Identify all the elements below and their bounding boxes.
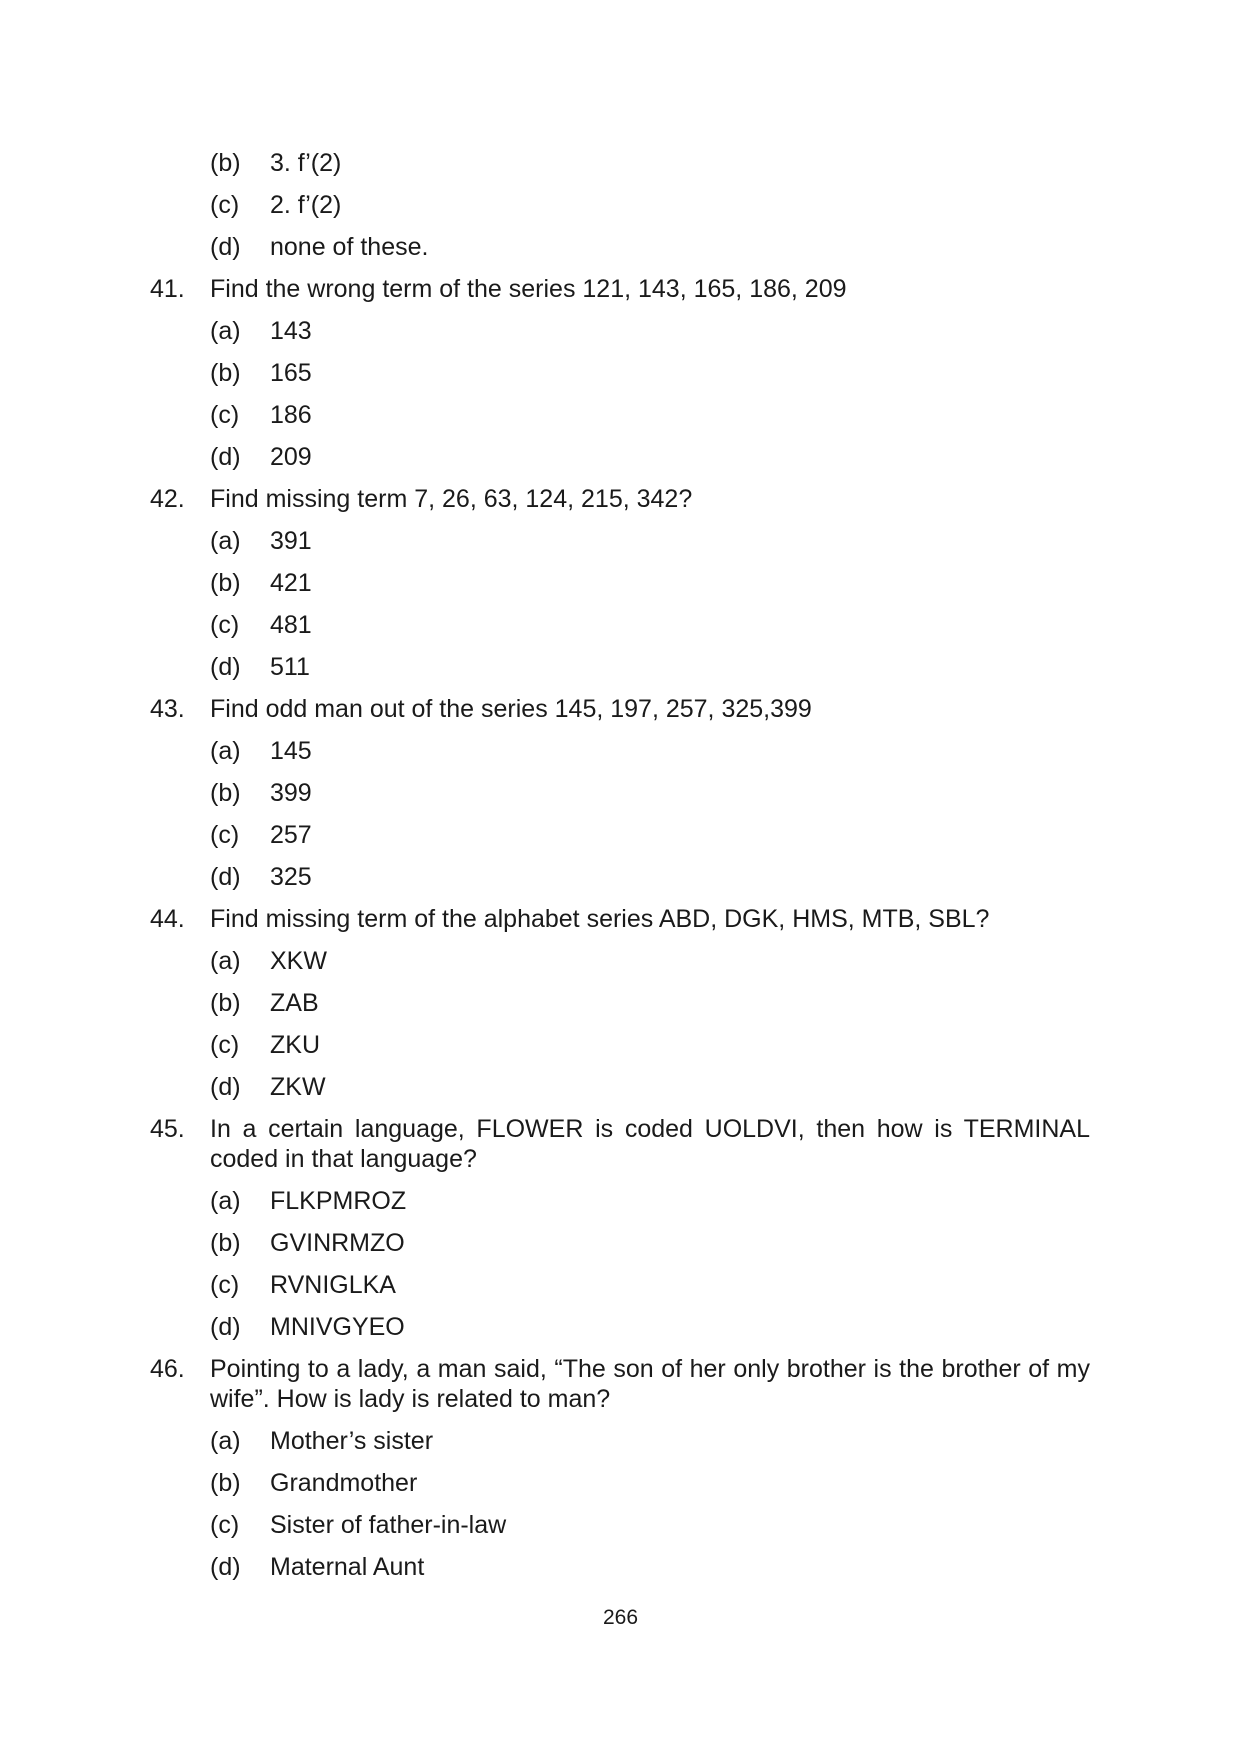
- question-block: [150, 1354, 1090, 1582]
- option-item: [210, 988, 1090, 1018]
- question-block: [150, 484, 1090, 682]
- question-block: [150, 694, 1090, 892]
- option-label: (a): [210, 737, 241, 765]
- option-item: [210, 568, 1090, 598]
- option-label: (d): [210, 1553, 241, 1581]
- question-block: [150, 904, 1090, 1102]
- carryover-options: [210, 148, 1090, 262]
- option-text: GVINRMZO: [270, 1229, 405, 1257]
- option-item: [210, 946, 1090, 976]
- question-stem: [150, 1354, 1090, 1414]
- option-item: [210, 652, 1090, 682]
- option-item: [210, 1468, 1090, 1498]
- option-text: 3. f’(2): [270, 149, 342, 177]
- option-item: [210, 400, 1090, 430]
- option-label: (c): [210, 821, 240, 849]
- question-number: 44.: [150, 905, 185, 933]
- option-label: (b): [210, 779, 241, 807]
- option-label: (c): [210, 1031, 240, 1059]
- option-label: (c): [210, 1511, 240, 1539]
- option-label: (a): [210, 527, 241, 555]
- option-label: (a): [210, 1187, 241, 1215]
- question-text: In a certain language, FLOWER is coded UOLDVI, then how is TERMINAL coded in that language?: [210, 1115, 1090, 1173]
- option-label: (b): [210, 149, 241, 177]
- option-item: [210, 190, 1090, 220]
- option-item: [210, 610, 1090, 640]
- option-text: Mother’s sister: [270, 1427, 434, 1455]
- option-text: 399: [270, 779, 312, 807]
- option-item: [210, 148, 1090, 178]
- question-number: 41.: [150, 275, 185, 303]
- question-text: Pointing to a lady, a man said, “The son of her only brother is the brother of my wife”. How is lady is related to man?: [210, 1355, 1090, 1413]
- option-text: 165: [270, 359, 312, 387]
- option-label: (b): [210, 989, 241, 1017]
- option-text: 391: [270, 527, 312, 555]
- option-text: Sister of father-in-law: [270, 1511, 507, 1539]
- option-item: [210, 1510, 1090, 1540]
- question-text: Find missing term 7, 26, 63, 124, 215, 342?: [210, 485, 693, 513]
- option-label: (d): [210, 653, 241, 681]
- option-item: [210, 1312, 1090, 1342]
- option-text: 511: [270, 653, 310, 681]
- option-text: ZKU: [270, 1031, 320, 1059]
- option-text: RVNIGLKA: [270, 1271, 396, 1299]
- option-text: 209: [270, 443, 312, 471]
- option-text: Grandmother: [270, 1469, 418, 1497]
- question-number: 42.: [150, 485, 185, 513]
- option-list: [210, 946, 1090, 1102]
- question-block: [150, 274, 1090, 472]
- option-label: (a): [210, 317, 241, 345]
- option-text: XKW: [270, 947, 327, 975]
- question-stem: [150, 904, 1090, 934]
- question-stem: [150, 694, 1090, 724]
- option-text: 257: [270, 821, 312, 849]
- option-item: [210, 1186, 1090, 1216]
- option-list: [210, 526, 1090, 682]
- option-text: 145: [270, 737, 312, 765]
- option-text: 481: [270, 611, 312, 639]
- question-number: 45.: [150, 1115, 185, 1143]
- option-item: [210, 820, 1090, 850]
- option-text: 143: [270, 317, 312, 345]
- option-item: [210, 358, 1090, 388]
- question-text: Find missing term of the alphabet series ABD, DGK, HMS, MTB, SBL?: [210, 905, 990, 933]
- option-label: (b): [210, 569, 241, 597]
- option-label: (d): [210, 1073, 241, 1101]
- option-label: (a): [210, 1427, 241, 1455]
- option-label: (c): [210, 611, 240, 639]
- option-text: 2. f’(2): [270, 191, 342, 219]
- option-list: [210, 1186, 1090, 1342]
- option-label: (b): [210, 1469, 241, 1497]
- option-item: [210, 862, 1090, 892]
- option-item: [210, 1072, 1090, 1102]
- option-text: Maternal Aunt: [270, 1553, 425, 1581]
- option-text: FLKPMROZ: [270, 1187, 407, 1215]
- question-list: [150, 148, 1090, 1594]
- option-text: 421: [270, 569, 312, 597]
- option-label: (c): [210, 1271, 240, 1299]
- option-text: none of these.: [270, 233, 429, 261]
- option-item: [210, 316, 1090, 346]
- question-text: Find odd man out of the series 145, 197, 257, 325,399: [210, 695, 812, 723]
- page-number: 266: [602, 1606, 639, 1629]
- option-item: [210, 1030, 1090, 1060]
- question-stem: [150, 484, 1090, 514]
- option-text: 325: [270, 863, 312, 891]
- option-text: ZAB: [270, 989, 319, 1017]
- option-item: [210, 232, 1090, 262]
- option-item: [210, 1426, 1090, 1456]
- option-list: [210, 316, 1090, 472]
- option-item: [210, 1270, 1090, 1300]
- option-item: [210, 736, 1090, 766]
- option-label: (a): [210, 947, 241, 975]
- option-label: (d): [210, 443, 241, 471]
- option-item: [210, 1552, 1090, 1582]
- option-label: (b): [210, 1229, 241, 1257]
- option-text: ZKW: [270, 1073, 326, 1101]
- question-text: Find the wrong term of the series 121, 143, 165, 186, 209: [210, 275, 847, 303]
- option-label: (d): [210, 1313, 241, 1341]
- option-item: [210, 778, 1090, 808]
- option-list: [210, 1426, 1090, 1582]
- question-block: [150, 1114, 1090, 1342]
- option-label: (d): [210, 233, 241, 261]
- option-label: (c): [210, 191, 240, 219]
- option-item: [210, 442, 1090, 472]
- question-number: 43.: [150, 695, 185, 723]
- option-label: (d): [210, 863, 241, 891]
- question-stem: [150, 274, 1090, 304]
- option-text: MNIVGYEO: [270, 1313, 405, 1341]
- option-item: [210, 1228, 1090, 1258]
- option-text: 186: [270, 401, 312, 429]
- option-label: (b): [210, 359, 241, 387]
- question-stem: [150, 1114, 1090, 1174]
- option-label: (c): [210, 401, 240, 429]
- option-list: [210, 736, 1090, 892]
- option-item: [210, 526, 1090, 556]
- question-number: 46.: [150, 1355, 185, 1383]
